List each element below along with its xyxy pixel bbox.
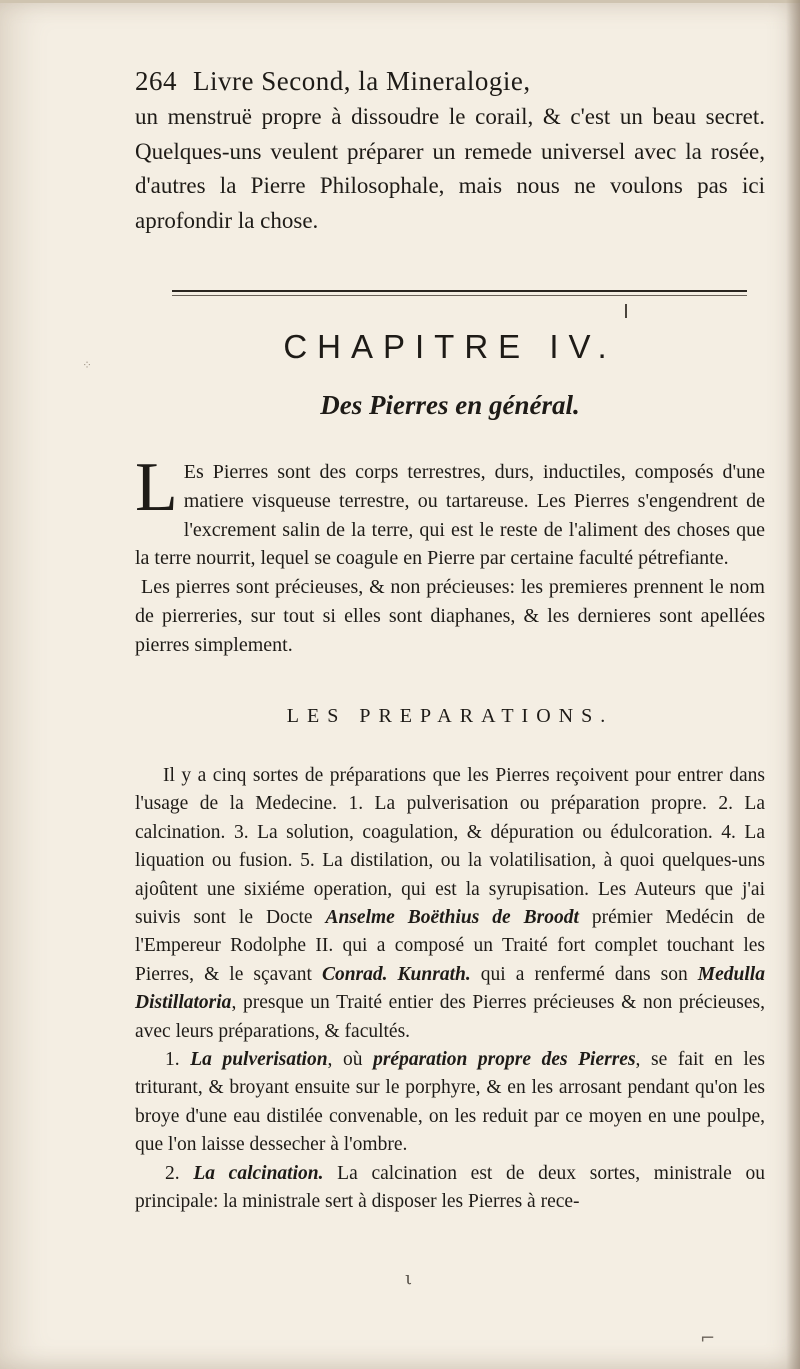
- prep-text-b: prémier Medécin de l'Empereur Rodolphe II. qui a composé un Traité fort complet touchant les Pierres, & le sçavant: [135, 907, 766, 985]
- preparations-paragraph-1: [135, 762, 765, 1046]
- prep3-text-a: La calcination est de deux sortes, ministrale ou principale: la ministrale sert à disposer les Pierres à rece-: [135, 1162, 765, 1213]
- section-rule: [172, 290, 747, 296]
- signature-mark: ι: [405, 1268, 413, 1289]
- lead-paragraph: [135, 100, 765, 238]
- term-preparation-propre: préparation propre des Pierres: [373, 1049, 636, 1071]
- prep2-text-b: , se fait en les triturant, & broyant ensuite sur le porphyre, & en les arrosant pendant qu'on les broye d'une eau distilée convenable, on les reduit par ce moyen en une poulpe, que l'on laisse dessecher à l'ombre.: [135, 1049, 766, 1156]
- prep-text-c: qui a renfermé dans son: [470, 963, 698, 985]
- preparations-paragraph-2: [135, 1046, 765, 1160]
- author-kunrath: Conrad. Kunrath.: [321, 963, 471, 985]
- author-boethius: Anselme Boëthius de Broodt: [325, 907, 579, 929]
- intro-body: [135, 449, 765, 660]
- item-number-1: 1.: [165, 1049, 180, 1071]
- chapter-title: CHAPITRE IV.: [283, 328, 617, 365]
- chapter-subtitle: Des Pierres en général.: [320, 390, 580, 420]
- corner-mark: ⌐: [700, 1328, 716, 1349]
- lead-text: un menstruë propre à dissoudre le corail, & c'est un beau secret. Quelques-uns veulent préparer un remede universel avec la rosée, d'autres la Pierre Philosophale, mais nous ne voulons pas ici aprofondir la chose.: [135, 104, 765, 233]
- prep-text-a: Il y a cinq sortes de préparations que les Pierres reçoivent pour entrer dans l'usage de la Medecine. 1. La pulverisation ou préparation propre. 2. La calcination. 3. La solution, coagulation, & dépuration ou édulcoration. 4. La liquation ou fusion. 5. La distilation, ou la volatilisation, à quoi quelques-uns ajoûtent une sixiéme operation, qui est la syrupisation. Les Auteurs que j'ai suivis sont le Docte: [135, 765, 765, 929]
- section-title: LES PREPARATIONS.: [286, 705, 614, 727]
- preparations-paragraph-3: [135, 1160, 765, 1217]
- running-head: [135, 66, 775, 98]
- prep-text-d: , presque un Traité entier des Pierres précieuses & non précieuses, avec leurs préparations, & facultés.: [135, 992, 765, 1042]
- item-number-2: 2.: [165, 1162, 180, 1184]
- page-number: 264: [135, 66, 177, 96]
- intro-paragraph-1-text: Es Pierres sont des corps terrestres, durs, inductiles, composés d'une matiere visqueuse terrestre, ou tartareuse. Les Pierres s'engendrent de l'excrement salin de la terre, qui est le reste de l'aliment des choses que la terre nourrit, lequel se coagule en Pierre par certaine faculté pétrefiante.: [135, 461, 765, 570]
- page-binding-shadow: [786, 0, 800, 1369]
- drop-cap: L: [135, 449, 178, 526]
- paper-stain: ⁘: [82, 358, 93, 372]
- prep2-text-a: , où: [327, 1049, 374, 1071]
- term-pulverisation: La pulverisation: [190, 1049, 328, 1071]
- term-calcination: La calcination.: [193, 1162, 324, 1184]
- preparations-body: [135, 762, 765, 1217]
- page-top-edge: [0, 0, 800, 3]
- intro-paragraph-2: Les pierres sont précieuses, & non précieuses: les premieres prennent le nom de pierreries, sur tout si elles sont diaphanes, & les dernieres sont apellées pierres simplement.: [135, 576, 765, 656]
- work-medulla: Medulla Distillatoria: [135, 963, 765, 1014]
- rule-mark: [625, 304, 627, 318]
- intro-paragraph-1: [135, 449, 765, 573]
- running-title: Livre Second, la Mineralogie,: [193, 66, 531, 96]
